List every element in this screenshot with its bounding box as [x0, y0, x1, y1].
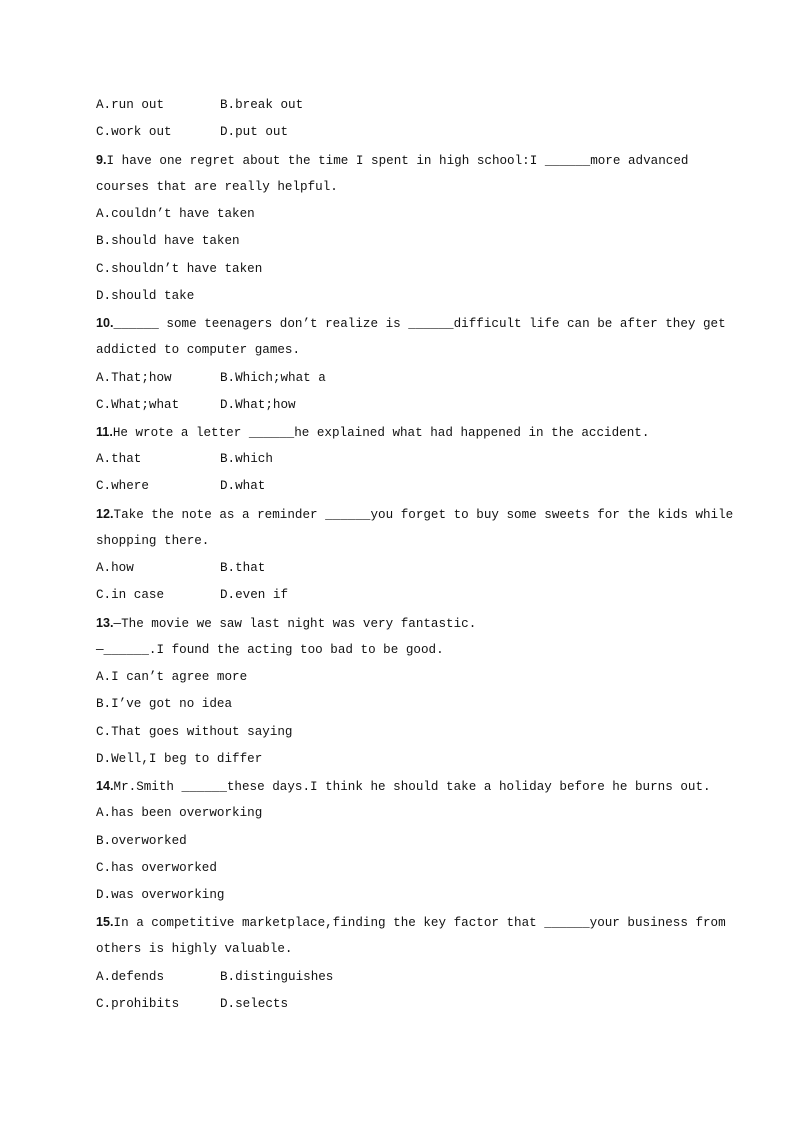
- q13-stem-line2: —______.I found the acting too bad to be good.: [96, 643, 444, 657]
- q12-option-a: A.how: [96, 561, 134, 575]
- q10-number: 10.: [96, 316, 114, 330]
- q15-stem-line2: others is highly valuable.: [96, 942, 293, 956]
- q10-option-d: D.What;how: [220, 398, 296, 412]
- q15-option-b: B.distinguishes: [220, 970, 334, 984]
- q8-option-c: C.work out: [96, 125, 172, 139]
- q15-stem-line1: In a competitive marketplace,finding the key factor that ______your business from: [113, 916, 726, 930]
- q11-option-a: A.that: [96, 452, 142, 466]
- q14-number: 14.: [96, 779, 114, 793]
- q10-stem: [96, 314, 726, 332]
- q13-option-d: D.Well,I beg to differ: [96, 752, 263, 766]
- q9-stem-line2: courses that are really helpful.: [96, 180, 338, 194]
- q9-option-d: D.should take: [96, 289, 195, 303]
- q9-stem: [96, 151, 688, 169]
- q8-option-d: D.put out: [220, 125, 289, 139]
- q11-stem: [96, 423, 649, 441]
- q14-option-d: D.was overworking: [96, 888, 225, 902]
- q10-option-a: A.That;how: [96, 371, 172, 385]
- q15-option-a: A.defends: [96, 970, 165, 984]
- q10-option-c: C.What;what: [96, 398, 180, 412]
- q14-stem: [96, 777, 711, 795]
- q13-stem-line1: —The movie we saw last night was very fantastic.: [113, 617, 477, 631]
- q13-option-c: C.That goes without saying: [96, 725, 293, 739]
- q8-option-a: A.run out: [96, 98, 165, 112]
- q9-stem-line1: I have one regret about the time I spent in high school:I ______more advanced: [106, 154, 689, 168]
- q8-option-b: B.break out: [220, 98, 304, 112]
- q13-stem: [96, 614, 476, 632]
- q11-option-c: C.where: [96, 479, 149, 493]
- q12-stem-line2: shopping there.: [96, 534, 210, 548]
- q9-number: 9.: [96, 153, 107, 167]
- q15-stem: [96, 913, 726, 931]
- q9-option-a: A.couldn’t have taken: [96, 207, 255, 221]
- q13-option-b: B.I’ve got no idea: [96, 697, 233, 711]
- q15-number: 15.: [96, 915, 114, 929]
- q12-stem: [96, 505, 733, 523]
- q12-option-b: B.that: [220, 561, 266, 575]
- q10-stem-line1: ______ some teenagers don’t realize is ______difficult life can be after they get: [113, 317, 726, 331]
- q11-option-d: D.what: [220, 479, 266, 493]
- q10-stem-line2: addicted to computer games.: [96, 343, 301, 357]
- q12-stem-line1: Take the note as a reminder ______you forget to buy some sweets for the kids while: [113, 508, 734, 522]
- q12-number: 12.: [96, 507, 114, 521]
- q12-option-d: D.even if: [220, 588, 289, 602]
- q14-stem-line1: Mr.Smith ______these days.I think he should take a holiday before he burns out.: [113, 780, 711, 794]
- q14-option-b: B.overworked: [96, 834, 187, 848]
- q13-option-a: A.I can’t agree more: [96, 670, 248, 684]
- q9-option-b: B.should have taken: [96, 234, 240, 248]
- q12-option-c: C.in case: [96, 588, 165, 602]
- q11-number: 11.: [96, 425, 113, 439]
- q11-option-b: B.which: [220, 452, 273, 466]
- q14-option-c: C.has overworked: [96, 861, 217, 875]
- q15-option-c: C.prohibits: [96, 997, 180, 1011]
- q15-option-d: D.selects: [220, 997, 289, 1011]
- q11-stem-line1: He wrote a letter ______he explained what had happened in the accident.: [112, 426, 650, 440]
- q10-option-b: B.Which;what a: [220, 371, 326, 385]
- q14-option-a: A.has been overworking: [96, 806, 263, 820]
- q9-option-c: C.shouldn’t have taken: [96, 262, 263, 276]
- q13-number: 13.: [96, 616, 114, 630]
